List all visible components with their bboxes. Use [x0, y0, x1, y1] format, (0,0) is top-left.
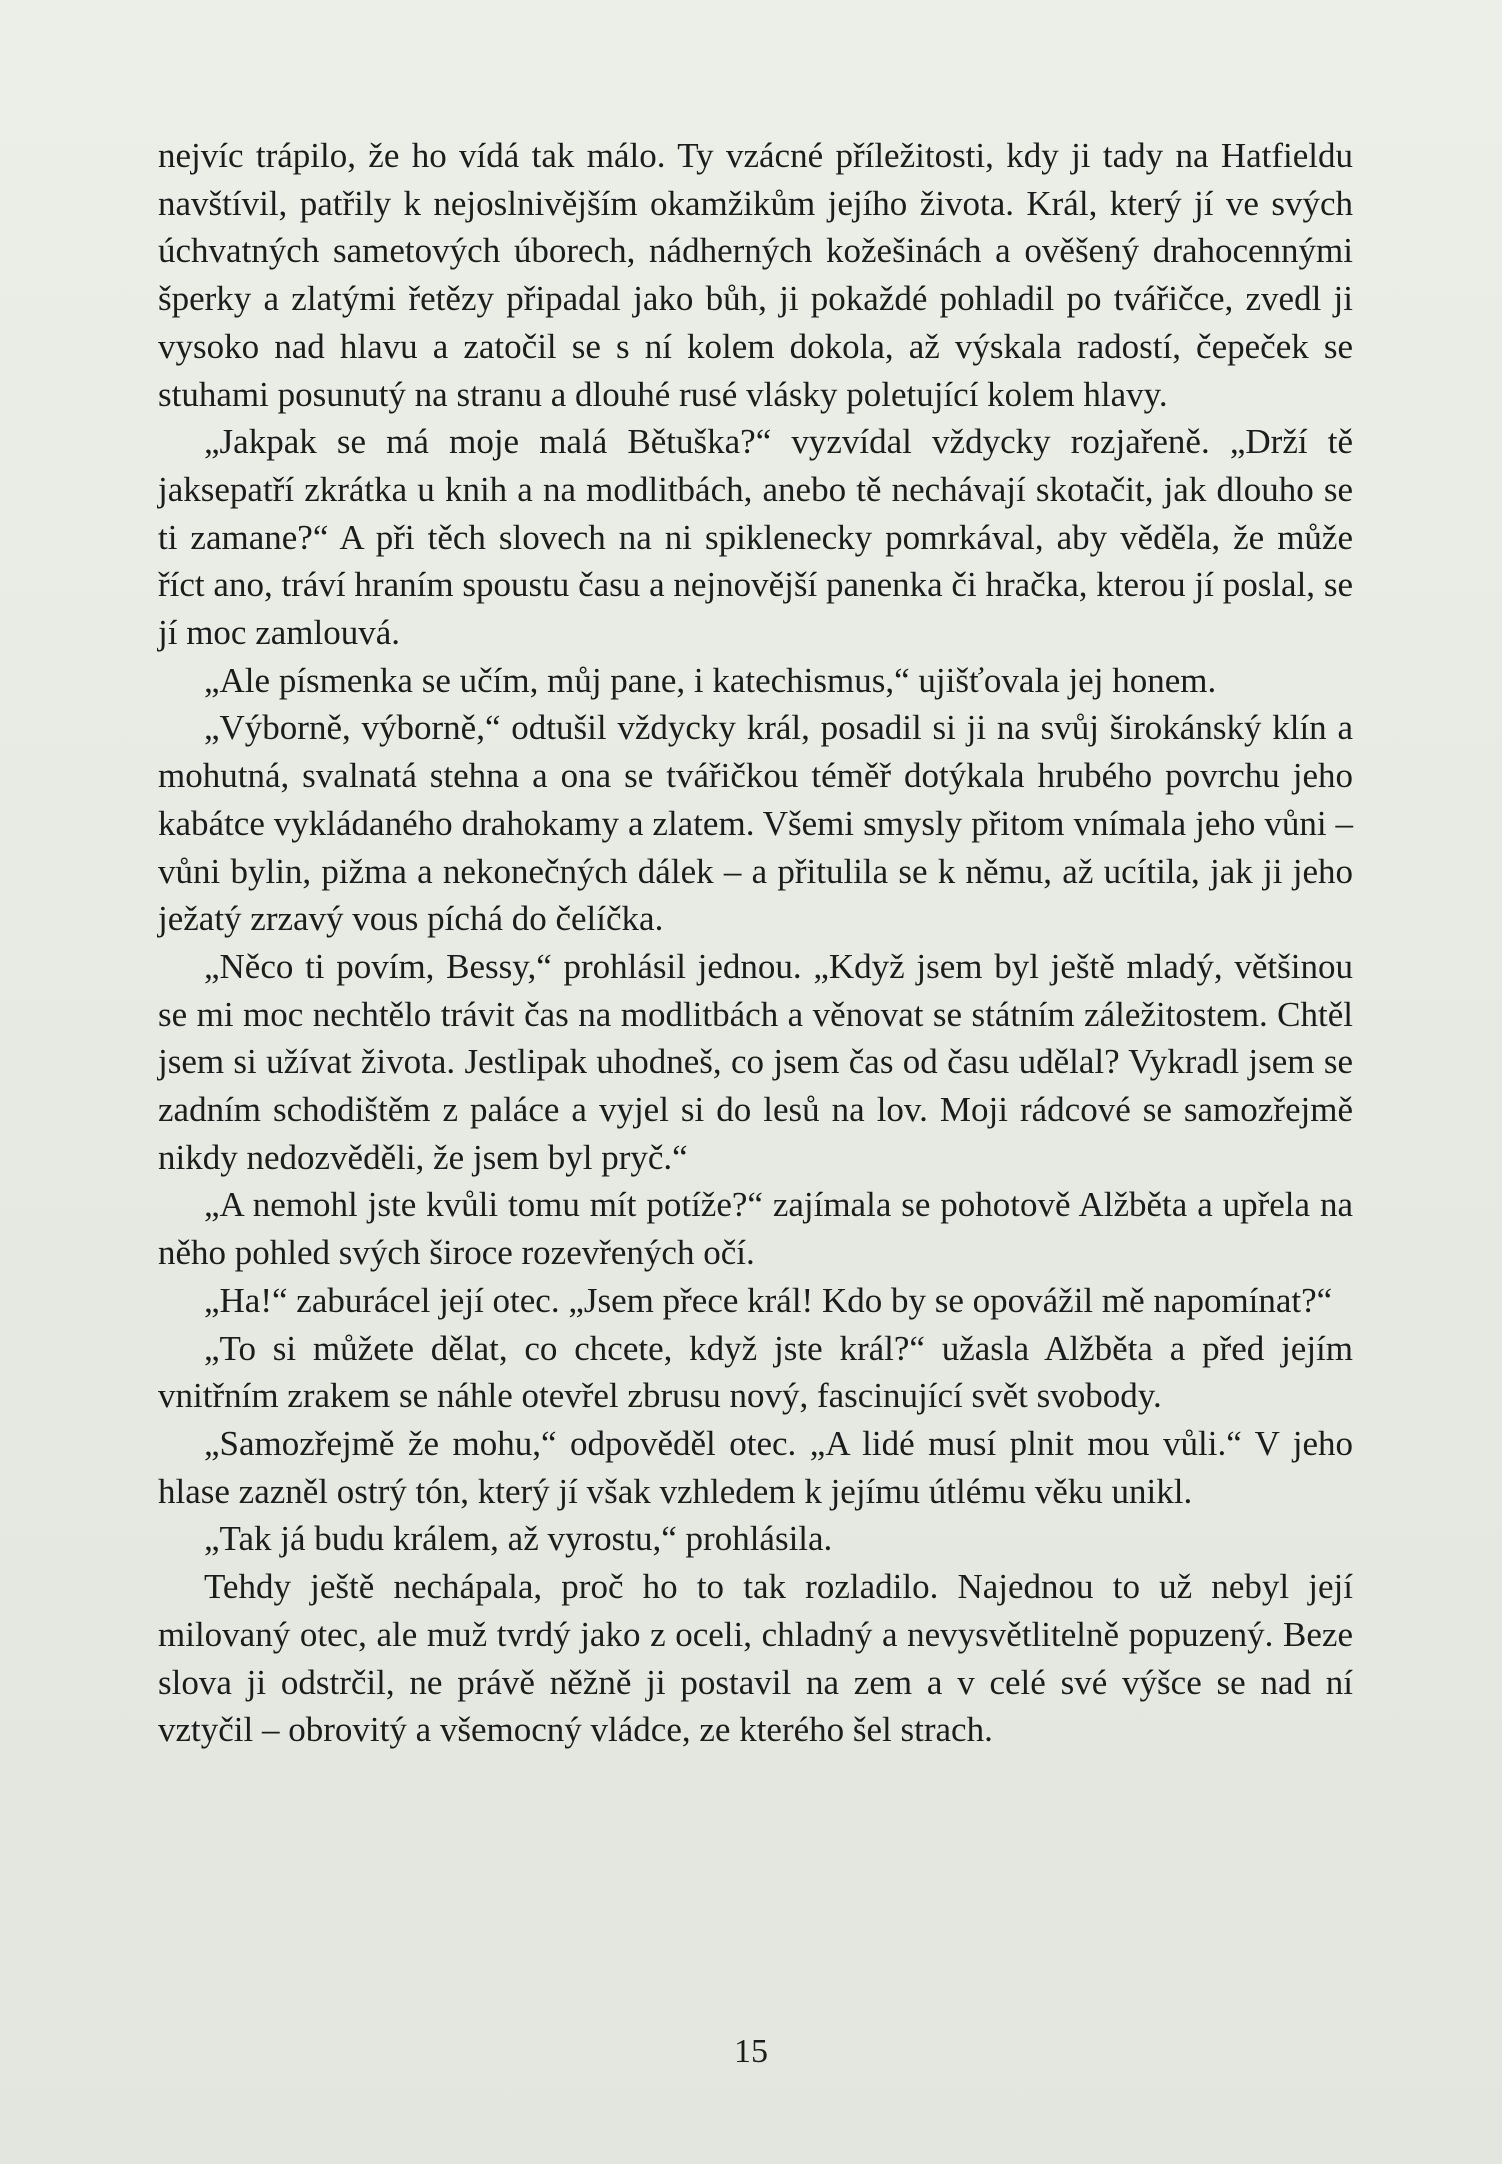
paragraph-9: „Samozřejmě že mohu,“ odpověděl otec. „A lidé musí plnit mou vůli.“ V jeho hlase zazněl ostrý tón, který jí však vzhledem k jejímu útlému věku unikl. — [158, 1423, 1353, 1511]
page-number: 15 — [734, 2033, 768, 2070]
paragraph-1: nejvíc trápilo, že ho vídá tak málo. Ty vzácné příležitosti, kdy ji tady na Hatfieldu navštívil, patřily k nejoslnivějším okamžikům jejího života. Král, který jí ve svých úchvatných sametových úborech, nádherných kožešinách a ověšený drahocennými šperky a zlatými řetězy připadal jako bůh, ji pokaždé pohladil po tvářičce, zvedl ji vysoko nad hlavu a zatočil se s ní kolem dokola, až výskala radostí, čepeček se stuhami posunutý na stranu a dlouhé rusé vlásky poletující kolem hlavy. — [158, 136, 1353, 414]
body-text — [158, 132, 1353, 1754]
paragraph-8: „To si můžete dělat, co chcete, když jste král?“ užasla Alžběta a před jejím vnitřním zrakem se náhle otevřel zbrusu nový, fascinující svět svobody. — [158, 1328, 1353, 1416]
paragraph-2: „Jakpak se má moje malá Bětuška?“ vyzvídal vždycky rozjařeně. „Drží tě jaksepatří zkrátka u knih a na modlitbách, anebo tě nechávají skotačit, jak dlouho se ti zamane?“ A při těch slovech na ni spiklenecky pomrkával, aby věděla, že může říct ano, tráví hraním spoustu času a nejnovější panenka či hračka, kterou jí poslal, se jí moc zamlouvá. — [158, 422, 1353, 653]
paragraph-4: „Výborně, výborně,“ odtušil vždycky král, posadil si ji na svůj širokánský klín a mohutná, svalnatá stehna a ona se tvářičkou téměř dotýkala hrubého povrchu jeho kabátce vykládaného drahokamy a zlatem. Všemi smysly přitom vnímala jeho vůni – vůni bylin, pižma a nekonečných dálek – a přitulila se k němu, až ucítila, jak ji jeho ježatý zrzavý vous píchá do čelíčka. — [158, 708, 1353, 939]
paragraph-10: „Tak já budu králem, až vyrostu,“ prohlásila. — [204, 1519, 833, 1559]
paragraph-7: „Ha!“ zaburácel její otec. „Jsem přece král! Kdo by se opovážil mě napomínat?“ — [204, 1280, 1333, 1320]
paragraph-5: „Něco ti povím, Bessy,“ prohlásil jednou. „Když jsem byl ještě mladý, většinou se mi moc nechtělo trávit čas na modlitbách a věnovat se státním záležitostem. Chtěl jsem si užívat života. Jestlipak uhodneš, co jsem čas od času udělal? Vykradl jsem se zadním schodištěm z paláce a vyjel si do lesů na lov. Moji rádcové se samozřejmě nikdy nedozvěděli, že jsem byl pryč.“ — [158, 946, 1353, 1177]
paragraph-11: Tehdy ještě nechápala, proč ho to tak rozladilo. Najednou to už nebyl její milovaný otec, ale muž tvrdý jako z oceli, chladný a nevysvětlitelně popuzený. Beze slova ji odstrčil, ne právě něžně ji postavil na zem a v celé své výšce se nad ní vztyčil – obrovitý a všemocný vládce, ze kterého šel strach. — [158, 1567, 1353, 1750]
paragraph-3: „Ale písmenka se učím, můj pane, i katechismus,“ ujišťovala jej honem. — [204, 660, 1217, 700]
paragraph-6: „A nemohl jste kvůli tomu mít potíže?“ zajímala se pohotově Alžběta a upřela na něho pohled svých široce rozevřených očí. — [158, 1185, 1353, 1273]
